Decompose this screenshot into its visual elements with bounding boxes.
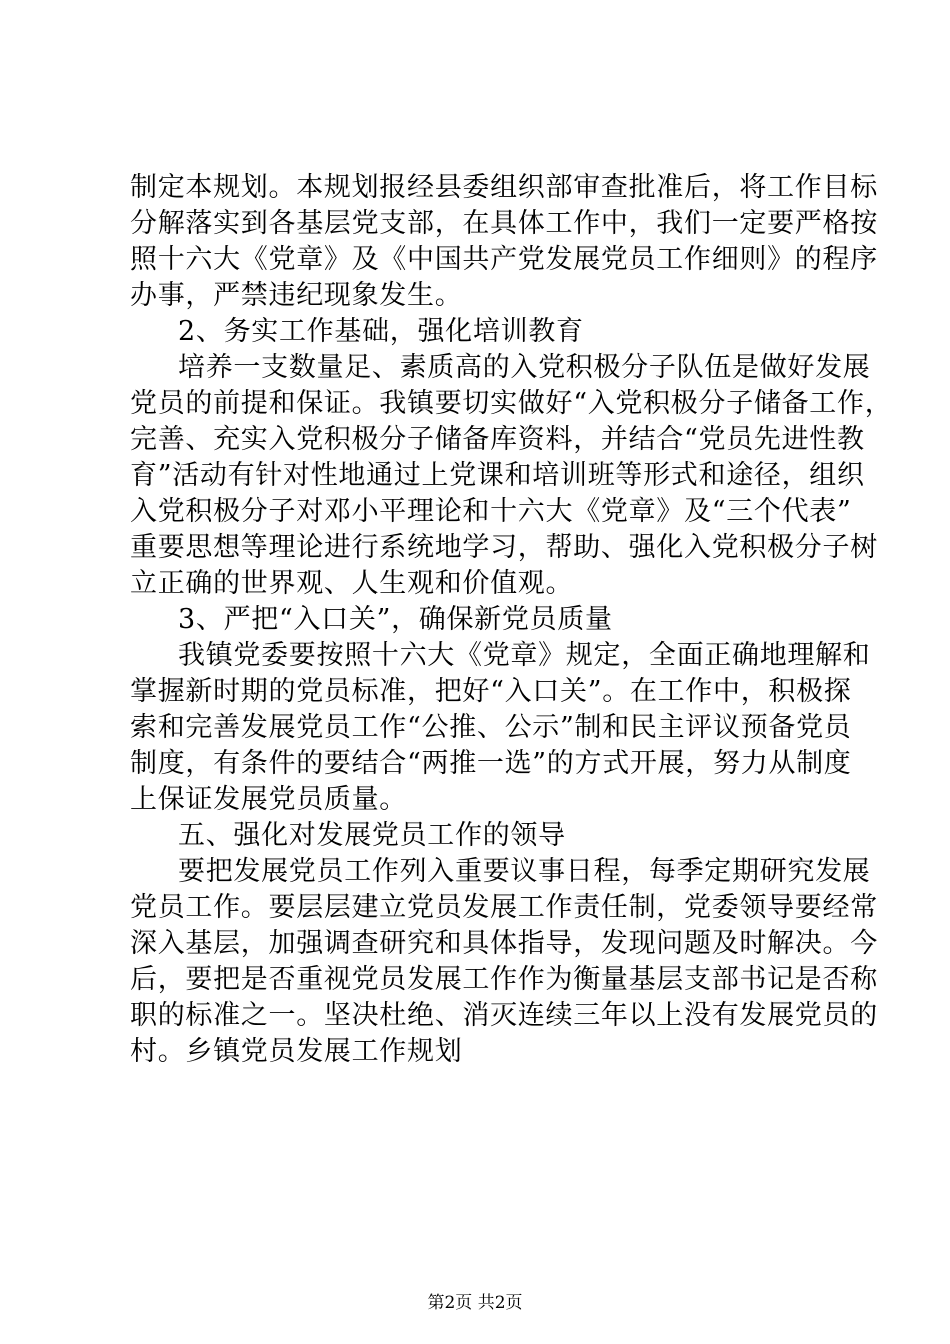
- page-footer: 第2页 共2页: [427, 1293, 523, 1313]
- text-line: 育”活动有针对性地通过上党课和培训班等形式和途径，组织: [130, 460, 865, 491]
- text-line: 五、强化对发展党员工作的领导: [178, 820, 566, 851]
- text-line: 党员工作。要层层建立党员发展工作责任制，党委领导要经常: [130, 892, 878, 923]
- text-line: 我镇党委要按照十六大《党章》规定，全面正确地理解和: [178, 640, 871, 671]
- text-line: 后，要把是否重视党员发展工作作为衡量基层支部书记是否称: [130, 964, 878, 995]
- text-line: 村。乡镇党员发展工作规划: [130, 1036, 463, 1067]
- text-line: 重要思想等理论进行系统地学习，帮助、强化入党积极分子树: [130, 532, 878, 563]
- text-line: 办事，严禁违纪现象发生。: [130, 280, 463, 311]
- text-line: 上保证发展党员质量。: [130, 784, 407, 815]
- text-line: 职的标准之一。坚决杜绝、消灭连续三年以上没有发展党员的: [130, 1000, 878, 1031]
- text-line: 掌握新时期的党员标准，把好“入口关”。在工作中，积极探: [130, 676, 852, 707]
- text-line: 制度，有条件的要结合“两推一选”的方式开展，努力从制度: [130, 748, 852, 779]
- text-line: 2、务实工作基础，强化培训教育: [178, 316, 584, 347]
- text-line: 照十六大《党章》及《中国共产党发展党员工作细则》的程序: [130, 244, 878, 275]
- text-line: 立正确的世界观、人生观和价值观。: [130, 568, 574, 599]
- text-line: 分解落实到各基层党支部，在具体工作中，我们一定要严格按: [130, 208, 878, 239]
- text-line: 培养一支数量足、素质高的入党积极分子队伍是做好发展: [178, 352, 871, 383]
- text-line: 深入基层，加强调查研究和具体指导，发现问题及时解决。今: [130, 928, 878, 959]
- text-line: 党员的前提和保证。我镇要切实做好“入党积极分子储备工作，: [130, 388, 893, 419]
- text-line: 完善、充实入党积极分子储备库资料，并结合“党员先进性教: [130, 424, 865, 455]
- text-line: 索和完善发展党员工作“公推、公示”制和民主评议预备党员: [130, 712, 852, 743]
- text-line: 要把发展党员工作列入重要议事日程，每季定期研究发展: [178, 856, 871, 887]
- text-line: 入党积极分子对邓小平理论和十六大《党章》及“三个代表”: [130, 496, 852, 527]
- document-body: [130, 170, 893, 1070]
- text-line: 3、严把“入口关”，确保新党员质量: [178, 604, 613, 635]
- text-line: 制定本规划。本规划报经县委组织部审查批准后，将工作目标: [130, 172, 878, 203]
